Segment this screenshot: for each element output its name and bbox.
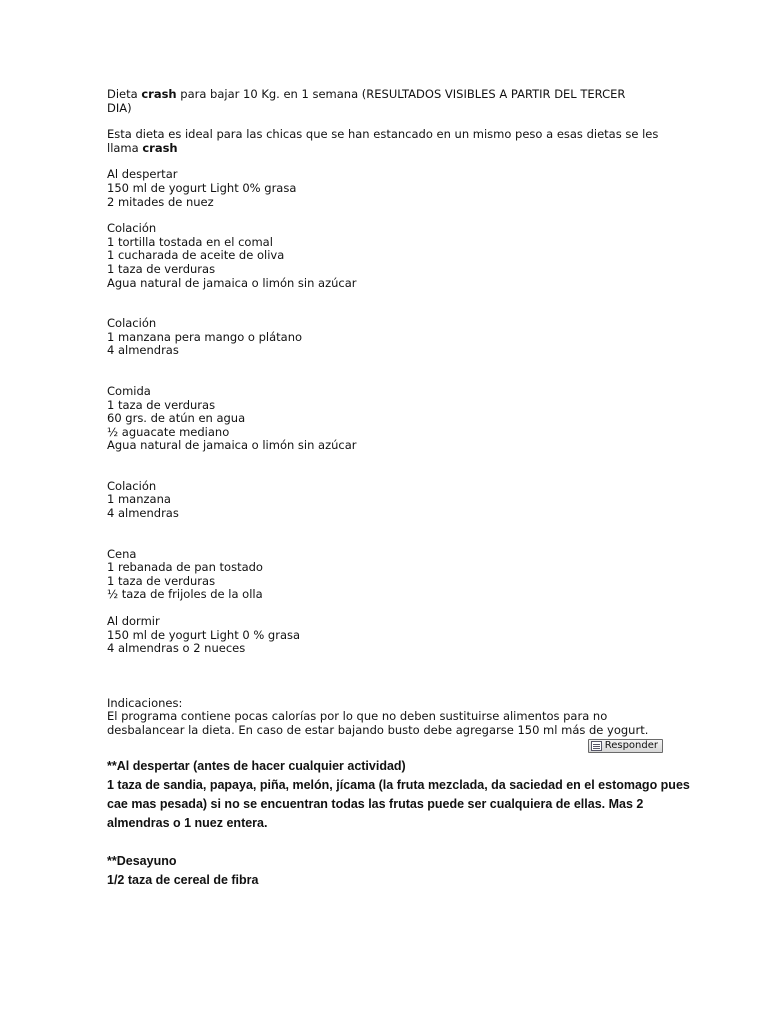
extra-paragraph-line: cae mas pesada) si no se encuentran todas las frutas puede ser cualquiera de ellas. Mas 2: [107, 796, 644, 811]
list-item: 1 taza de verduras: [107, 261, 216, 276]
extra-paragraph-line: 1/2 taza de cereal de fibra: [107, 872, 259, 887]
extra-paragraph-line: 1 taza de sandia, papaya, piña, melón, jícama (la fruta mezclada, da saciedad en el estomago pues: [107, 777, 690, 792]
description-bold-word: crash: [142, 140, 178, 155]
section-colacion-1: [107, 222, 667, 290]
list-item: 1 tortilla tostada en el comal: [107, 234, 273, 249]
section-heading: Al despertar: [107, 167, 178, 182]
paragraph-line: desbalancear la dieta. En caso de estar bajando busto debe agregarse 150 ml más de yogurt.: [107, 723, 649, 737]
extra-heading-desayuno: **Desayuno: [107, 853, 177, 868]
section-heading: Cena: [107, 546, 137, 561]
section-heading: Indicaciones:: [107, 695, 183, 710]
list-item: 1 taza de verduras: [107, 397, 216, 412]
section-colacion-3: [107, 480, 667, 521]
section-comida: [107, 385, 667, 453]
list-item: 60 grs. de atún en agua: [107, 411, 246, 426]
reply-button-label: Responder: [604, 739, 658, 751]
list-item: Agua natural de jamaica o limón sin azúcar: [107, 275, 357, 290]
list-item: ½ aguacate mediano: [107, 424, 230, 439]
list-item: 2 mitades de nuez: [107, 194, 214, 209]
section-heading: Colación: [107, 478, 157, 493]
list-item: Agua natural de jamaica o limón sin azúcar: [107, 438, 357, 453]
list-item: 1 taza de verduras: [107, 573, 216, 588]
section-heading: Colación: [107, 221, 157, 236]
reply-icon: [591, 741, 602, 751]
list-item: 150 ml de yogurt Light 0 % grasa: [107, 627, 301, 642]
title-bold-word: crash: [141, 87, 177, 101]
section-al-dormir: [107, 615, 667, 656]
list-item: 1 manzana: [107, 492, 171, 507]
list-item: 1 rebanada de pan tostado: [107, 560, 263, 575]
reply-row: [107, 738, 667, 757]
title-line-2: DIA): [107, 100, 132, 115]
description-line-2: llama crash: [107, 140, 178, 155]
section-heading: Colación: [107, 316, 157, 331]
section-al-despertar: [107, 168, 667, 209]
list-item: ½ taza de frijoles de la olla: [107, 587, 263, 602]
section-colacion-2: [107, 317, 667, 358]
extra-heading-al-despertar: **Al despertar (antes de hacer cualquier actividad): [107, 758, 406, 773]
section-indicaciones: [107, 697, 667, 738]
list-item: 1 cucharada de aceite de oliva: [107, 248, 285, 263]
title-line: Dieta crash para bajar 10 Kg. en 1 semana (RESULTADOS VISIBLES A PARTIR DEL TERCER: [107, 87, 626, 101]
extra-bold-section: [107, 757, 690, 890]
document-body: [107, 87, 690, 890]
extra-paragraph-line: almendras o 1 nuez entera.: [107, 815, 268, 830]
section-cena: [107, 548, 667, 602]
list-item: 150 ml de yogurt Light 0% grasa: [107, 180, 297, 195]
reply-button[interactable]: [588, 739, 663, 753]
description-line-1: Esta dieta es ideal para las chicas que se han estancado en un mismo peso a esas dietas se les: [107, 127, 659, 142]
list-item: 4 almendras: [107, 343, 179, 358]
section-heading: Comida: [107, 383, 151, 398]
list-item: 4 almendras: [107, 506, 179, 521]
section-heading: Al dormir: [107, 614, 160, 629]
paragraph-line: El programa contiene pocas calorías por lo que no deben sustituirse alimentos para no: [107, 709, 608, 724]
list-item: 1 manzana pera mango o plátano: [107, 329, 303, 344]
list-item: 4 almendras o 2 nueces: [107, 641, 246, 656]
